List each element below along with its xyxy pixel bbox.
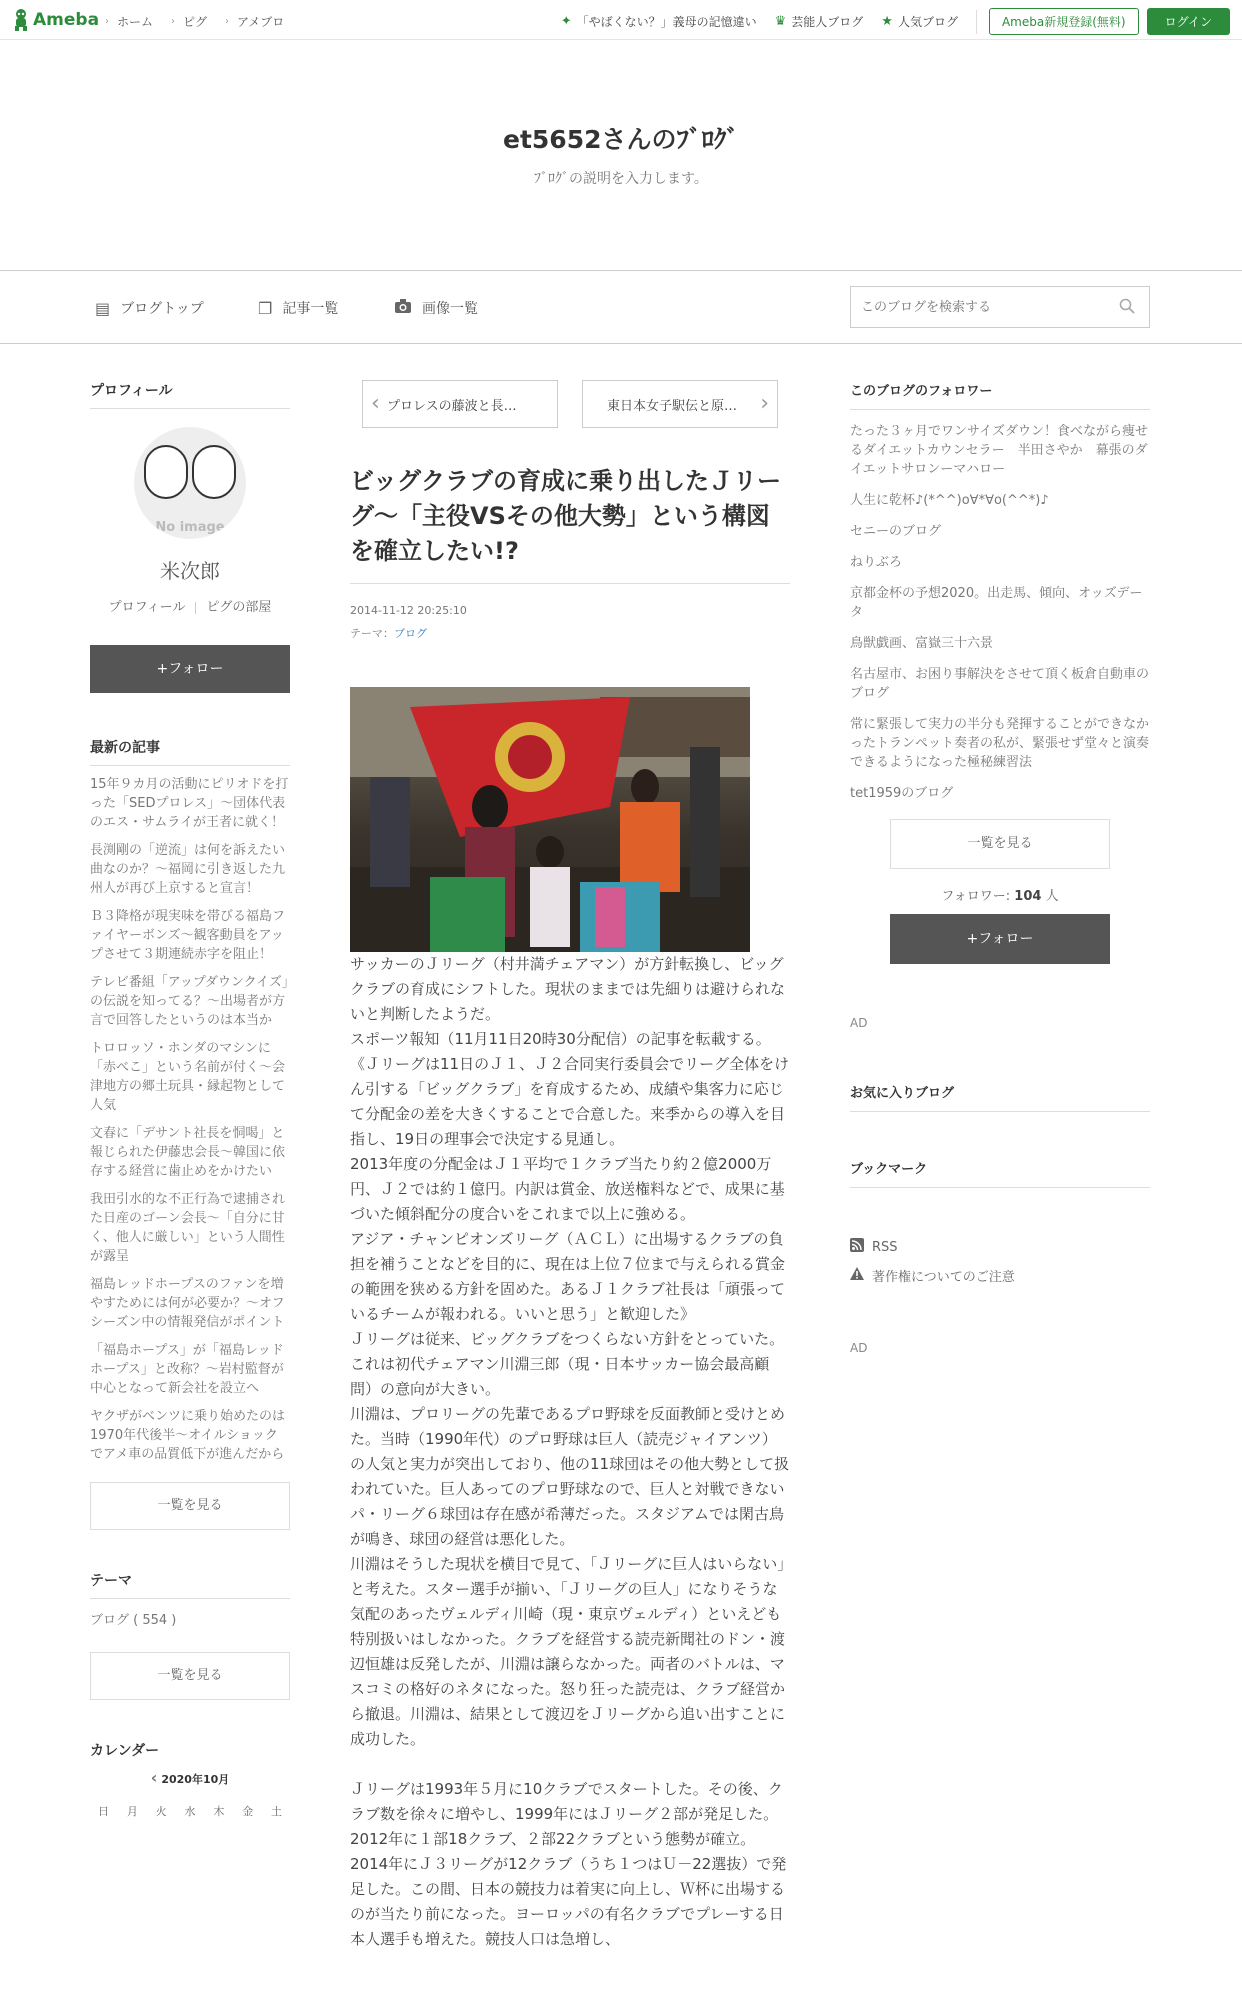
article-date: 2014-11-12 20:25:10 — [350, 604, 467, 617]
ameba-logo[interactable] — [12, 8, 99, 32]
pigg-room-link[interactable]: ピグの部屋 — [206, 600, 272, 615]
rss-link[interactable]: RSS — [850, 1238, 1150, 1256]
theme-section — [90, 1570, 290, 1700]
avatar-girl-figure — [192, 445, 236, 499]
article-photo[interactable] — [350, 687, 750, 952]
follower-item[interactable]: tet1959のブログ — [850, 786, 954, 801]
chevron-left-icon: ‹ — [371, 391, 380, 416]
follower-item[interactable]: セニーのブログ — [850, 524, 942, 539]
chevron-right-icon: › — [225, 16, 230, 27]
follower-item[interactable]: 京都金杯の予想2020。出走馬、傾向、オッズデータ — [850, 586, 1143, 620]
follower-item[interactable]: 名古屋市、お困り事解決をさせて頂く板倉自動車のブログ — [850, 667, 1150, 701]
ad-label: AD — [850, 1341, 868, 1355]
follower-item[interactable]: 人生に乾杯♪(*^^)o∀*∀o(^^*)♪ — [850, 493, 1049, 508]
latest-article-item[interactable]: 15年９カ月の活動にピリオドを打った「SEDプロレス」～団体代表のエス・サムライが王者に就く！ — [90, 777, 289, 830]
article-paragraph: 川淵は、プロリーグの先輩であるプロ野球を反面教師と受けとめた。当時（1990年代）のプロ野球は巨人（読売ジャイアンツ）の人気と実力が突出しており、他の11球団はその他大勢として扱われていた。巨人あってのプロ野球なので、巨人と対戦できないパ・リーグ６球団は存在感が希薄だった。スタジアムでは閑古鳥が鳴き、球団の経営は悪化した。 — [350, 1405, 790, 1548]
prev-article-button[interactable]: ‹ プロレスの藤波と長… — [362, 380, 558, 428]
blog-nav-bar — [0, 270, 1242, 344]
next-article-button[interactable]: 東日本女子駅伝と原… › — [582, 380, 778, 428]
latest-article-item[interactable]: 福島レッドホープスのファンを増やすためには何が必要か？～オフシーズン中の情報発信がポイント — [90, 1277, 285, 1330]
left-sidebar — [90, 380, 290, 1819]
latest-more-button[interactable]: 一覧を見る — [90, 1482, 290, 1530]
rss-icon — [850, 1238, 864, 1256]
theme-more-button[interactable]: 一覧を見る — [90, 1652, 290, 1700]
nav-image-list[interactable]: 画像一覧 — [394, 298, 478, 318]
nav-ameblo[interactable]: › アメブロ — [225, 15, 285, 29]
latest-article-item[interactable]: 我田引水的な不正行為で逮捕された日産のゴーン会長～「自分に甘く、他人に厳しい」という人間性が露呈 — [90, 1192, 286, 1264]
blog-description: ﾌﾞﾛｸﾞの説明を入力します。 — [534, 171, 708, 187]
top-right-links — [561, 8, 1230, 35]
register-button[interactable]: Ameba新規登録(無料) — [989, 8, 1139, 35]
divider — [976, 10, 977, 34]
sparkle-icon: ✦ — [560, 14, 572, 29]
theme-item[interactable]: ブログ ( 554 ) — [90, 1613, 177, 1628]
followers-heading: このブログのフォロワー — [850, 380, 1150, 410]
logo-text: Ameba — [33, 10, 100, 30]
weekday-label: 土 — [270, 1805, 282, 1818]
search-input[interactable] — [861, 297, 1101, 317]
blog-title[interactable]: et5652さんのﾌﾞﾛｸﾞ — [503, 125, 739, 154]
bookmark-heading: ブックマーク — [850, 1158, 1150, 1188]
top-bar — [0, 0, 1242, 40]
latest-article-item[interactable]: トロロッソ・ホンダのマシンに「赤べこ」という名前が付く～会津地方の郷土玩具・縁起物として人気 — [90, 1041, 286, 1113]
weekday-label: 火 — [155, 1805, 167, 1818]
article-title[interactable]: ビッグクラブの育成に乗り出したＪリーグ～「主役VSその他大勢」という構図を確立したい!? — [350, 464, 790, 584]
article-pager — [350, 380, 790, 428]
profile-heading: プロフィール — [90, 380, 290, 409]
follower-item[interactable]: 鳥獣戯画、富嶽三十六景 — [850, 636, 994, 651]
ad-label: AD — [850, 1016, 868, 1030]
followers-more-button[interactable]: 一覧を見る — [890, 819, 1110, 869]
ameba-mascot-icon — [12, 8, 30, 32]
main-article — [350, 380, 790, 1952]
copy-icon: ❐ — [258, 298, 273, 318]
profile-links — [90, 596, 290, 615]
latest-article-item[interactable]: テレビ番組「アップダウンクイズ」の伝説を知ってる？～出場者が方言で回答したというのは本当か — [90, 975, 289, 1028]
favorite-blogs-heading: お気に入りブログ — [850, 1082, 1150, 1112]
follower-item[interactable]: ねりぶろ — [850, 555, 903, 570]
blog-search — [850, 286, 1150, 328]
weekday-label: 水 — [184, 1805, 196, 1818]
right-sidebar — [850, 380, 1150, 1355]
popular-blog-link[interactable]: ★ 人気ブログ — [881, 14, 958, 29]
article-body — [350, 952, 790, 1952]
global-nav — [105, 13, 302, 30]
copyright-notice-link[interactable]: 著作権についてのご注意 — [850, 1266, 1150, 1285]
article-paragraph: サッカーのＪリーグ（村井満チェアマン）が方針転換し、ビッグクラブの育成にシフトした。現状のままでは先細りは避けられないと判断したようだ。 — [350, 955, 786, 1023]
document-icon: ▤ — [95, 298, 111, 318]
latest-article-item[interactable]: 文春に「デサント社長を恫喝」と報じられた伊藤忠会長～韓国に依存する経営に歯止めをかけたい — [90, 1126, 286, 1179]
article-theme-link[interactable]: ブログ — [394, 627, 427, 640]
right-follow-button[interactable]: +フォロー — [890, 914, 1110, 964]
follow-button[interactable]: +フォロー — [90, 645, 290, 693]
login-button[interactable]: ログイン — [1147, 8, 1230, 35]
article-paragraph: 川淵はそうした現状を横目で見て、「Ｊリーグに巨人はいらない」と考えた。スター選手が揃い、「Ｊリーグの巨人」になりそうな気配のあったヴェルディ川崎（現・東京ヴェルディ）といえども特別扱いはしなかった。クラブを経営する読売新聞社のドン・渡辺恒雄は反発したが、川淵は譲らなかった。両者のバトルは、マスコミの格好のネタになった。怒り狂った読売は、クラブ経営から撤退。川淵は、結果として渡辺をＪリーグから追い出すことに成功した。 — [350, 1555, 786, 1748]
latest-article-item[interactable]: Ｂ３降格が現実味を帯びる福島ファイヤーボンズ～観客動員をアップさせて３期連続赤字を阻止！ — [90, 909, 286, 962]
calendar-section — [90, 1740, 290, 1819]
latest-article-item[interactable]: 「福島ホープス」が「福島レッドホープス」と改称？～岩村監督が中心となって新会社を設立へ — [90, 1343, 284, 1396]
nav-article-list[interactable]: ❐ 記事一覧 — [258, 298, 339, 318]
calendar-heading: カレンダー — [90, 1743, 160, 1759]
warning-icon — [850, 1267, 864, 1285]
no-image-label: No image — [155, 520, 225, 535]
chevron-left-icon[interactable]: ‹ — [150, 1768, 158, 1787]
weekday-label: 日 — [98, 1805, 109, 1818]
calendar-weekdays — [90, 1803, 290, 1819]
celebrity-blog-link[interactable]: ♛ 芸能人ブログ — [774, 14, 864, 29]
photo-scene — [350, 687, 750, 952]
chevron-right-icon: › — [171, 16, 176, 27]
divider — [195, 602, 196, 614]
follower-item[interactable]: たった３ヶ月でワンサイズダウン！食べながら痩せるダイエットカウンセラー 半田さやか 幕張のダイエットサロンーマハロー — [850, 424, 1148, 477]
latest-articles — [90, 737, 290, 1530]
nav-pigg[interactable]: › ピグ — [171, 15, 208, 29]
article-theme: テーマ：ブログ — [350, 627, 427, 640]
avatar-boy-figure — [144, 445, 188, 499]
article-paragraph: 2013年度の分配金はＪ１平均で１クラブ当たり約２億2000万円、Ｊ２では約１億円。内訳は賞金、放送権料などで、成果に基づいた傾斜配分の度合いをこれまで以上に強める。 — [350, 1155, 785, 1223]
trending-link[interactable]: ✦ 「やばくない？」義母の記憶違い — [560, 14, 757, 29]
chevron-right-icon: › — [105, 16, 109, 27]
latest-article-item[interactable]: 長渕剛の「逆流」は何を訴えたい曲なのか？～福岡に引き返した九州人が再び上京すると宣言！ — [90, 843, 286, 896]
article-paragraph: 《Ｊリーグは11日のＪ１、Ｊ２合同実行委員会でリーグ全体をけん引する「ビッグクラブ」を育成するため、成績や集客力に応じて分配金の差を大きくすることで合意した。来季からの導入を目指し、19日の理事会で決定する見通し。 — [350, 1055, 790, 1148]
weekday-label: 月 — [126, 1805, 138, 1818]
article-paragraph: Ｊリーグは従来、ビッグクラブをつくらない方針をとっていた。これは初代チェアマン川淵三郎（現・日本サッカー協会最高顧問）の意向が大きい。 — [350, 1330, 785, 1398]
avatar[interactable] — [134, 427, 246, 539]
theme-heading: テーマ — [90, 1570, 290, 1599]
latest-article-item[interactable]: ヤクザがベンツに乗り始めたのは1970年代後半～オイルショックでアメ車の品質低下が進んだから — [90, 1409, 286, 1462]
nav-blog-top[interactable]: ▤ ブログトップ — [95, 298, 204, 318]
follower-count-number: 104 — [1014, 889, 1042, 904]
weekday-label: 金 — [242, 1805, 254, 1818]
calendar-month: ‹ 2020年10月 — [150, 1768, 230, 1787]
nav-home[interactable]: › ホーム — [105, 15, 154, 29]
article-paragraph: Ｊリーグは1993年５月に10クラブでスタートした。その後、クラブ数を徐々に増やし、1999年にはＪリーグ２部が発足した。2012年に１部18クラブ、２部22クラブという態勢が確立。2014年にＪ３リーグが12クラブ（うち１つはＵ－22選抜）で発足した。この間、日本の競技力は着実に向上し、Ｗ杯に出場するのが当たり前になった。ヨーロッパの有名クラブでプレーする日本人選手も増えた。競技人口は急増し、 — [350, 1780, 787, 1948]
camera-icon — [394, 298, 412, 318]
profile-name[interactable]: 米次郎 — [160, 559, 220, 583]
latest-heading: 最新の記事 — [90, 737, 290, 766]
profile-link[interactable]: プロフィール — [108, 600, 186, 615]
chevron-right-icon: › — [760, 391, 769, 416]
article-paragraph: アジア・チャンピオンズリーグ（ＡＣＬ）に出場するクラブの負担を補うことなどを目的に、現在は上位７位まで与えられる賞金の範囲を狭める方針を固めた。あるＪ１クラブ社長は「頑張っているチームが報われる。いいと思う」と歓迎した》 — [350, 1230, 786, 1323]
follower-count: フォロワー: 104 人 — [941, 889, 1059, 904]
star-icon: ★ — [881, 14, 893, 29]
follower-item[interactable]: 常に緊張して実力の半分も発揮することができなかったトランペット奏者の私が、緊張せず堂々と演奏できるようになった極秘練習法 — [850, 717, 1150, 770]
weekday-label: 木 — [213, 1805, 225, 1818]
paragraph-gap — [350, 1752, 790, 1777]
search-icon[interactable] — [1119, 298, 1135, 318]
crown-icon: ♛ — [774, 14, 787, 29]
article-paragraph: スポーツ報知（11月11日20時30分配信）の記事を転載する。 — [350, 1030, 771, 1048]
